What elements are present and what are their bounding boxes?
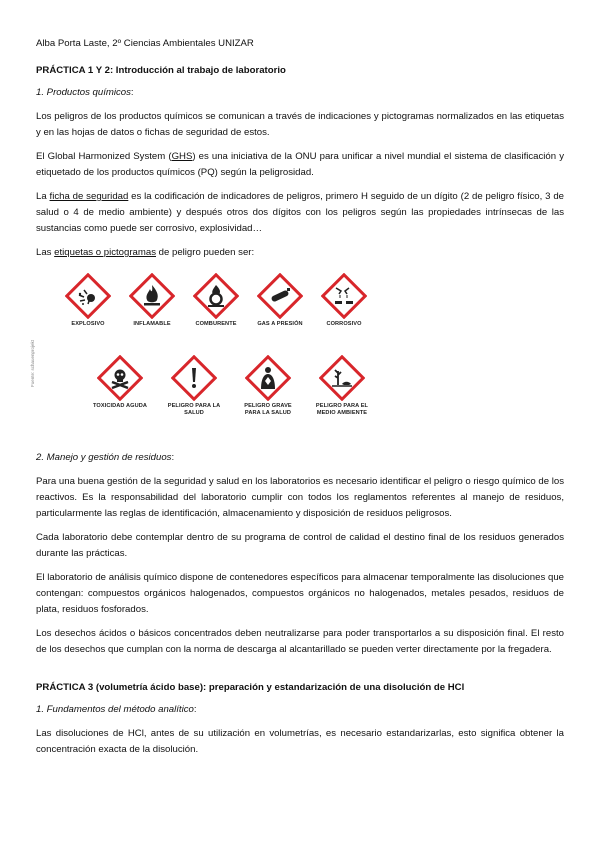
corrosion-icon (321, 273, 367, 319)
section-spacer (36, 666, 564, 682)
etiquetas-underlined: etiquetas o pictogramas (54, 247, 156, 258)
section-productos-quimicos (36, 87, 564, 99)
section-title: 1. Productos químicos (36, 87, 131, 98)
text-span: ) es una iniciativa de la ONU para unificar a nivel mundial el sistema de clasificación y etiquetado de los productos químicos (PQ) según la peligrosidad. (36, 151, 565, 178)
pictogram-label: PELIGRO PARA EL MEDIO AMBIENTE (315, 403, 369, 416)
flame-icon (129, 273, 175, 319)
section-title: 2. Manejo y gestión de residuos (36, 452, 172, 463)
pictogram-toxicidad-aguda (88, 355, 152, 410)
paragraph-ficha-seguridad (36, 189, 564, 237)
paragraph-control-calidad: Cada laboratorio debe contemplar dentro de su programa de control de calidad el destino final de los residuos generados durante las prácticas. (36, 532, 564, 559)
document-header: Alba Porta Laste, 2º Ciencias Ambientales UNIZAR (36, 38, 254, 49)
pictogram-label: EXPLOSIVO (71, 321, 105, 327)
section-colon: : (171, 452, 175, 463)
exclamation-icon (171, 355, 217, 401)
text-span: de peligro pueden ser: (156, 247, 255, 258)
pictogram-label: TOXICIDAD AGUDA (92, 403, 148, 409)
paragraph-etiquetas (36, 245, 564, 261)
pictogram-gas-presion (248, 273, 312, 328)
pictogram-corrosivo (312, 273, 376, 328)
practica-1-heading (36, 65, 564, 77)
document-page (30, 38, 565, 766)
text-span: El Global Harmonized System ( (36, 151, 172, 162)
paragraph-desechos: Los desechos ácidos o básicos concentrados deben neutralizarse para poder transportarlos a su disposición final. El resto de los desechos que cumplan con la norma de descarga al alcantarillado se pueden verter directamente por la fregadera. (36, 628, 564, 655)
paragraph-contenedores: El laboratorio de análisis químico dispone de contenedores específicos para almacenar temporalmente las disoluciones que contengan: compuestos orgánicos halogenados, compuestos orgánicos no halogenados, metales pesados, residuos de plata, residuos fosforados. (36, 572, 564, 615)
pictogram-comburente (184, 273, 248, 328)
section-title: 1. Fundamentos del método analítico (36, 704, 194, 715)
explosion-icon (65, 273, 111, 319)
pictogram-label: PELIGRO GRAVE PARA LA SALUD (244, 403, 292, 416)
pictogram-medio-ambiente (310, 355, 374, 417)
section-colon: : (130, 87, 134, 98)
text-span: es la codificación de indicadores de peligros, primero H seguido de un dígito (2 de peligro físico, 3 de salud o 4 de medio ambiente) y después otros dos dígitos con los peligros según las propiedades intrínsecas de las sustancias como puede ser corrosivo, explosividad… (36, 191, 564, 234)
figure-source: Fuente: schauenprojekt (30, 339, 35, 387)
paragraph-gestion-seguridad: Para una buena gestión de la seguridad y salud en los laboratorios es necesario identificar el peligro o riesgo químico de los reactivos. Es la responsabilidad del laboratorio cumplir con todos los reglamentos referentes al manejo de residuos, particularmente las reglas de identificación, almacenamiento y disposición de residuos peligrosos. (36, 476, 564, 519)
pictogram-inflamable (120, 273, 184, 328)
paragraph-peligros: Los peligros de los productos químicos se comunican a través de indicaciones y pictogramas normalizados en las etiquetas y en las hojas de datos o fichas de seguridad de estos. (36, 111, 564, 138)
ficha-seguridad-underlined: ficha de seguridad (49, 191, 129, 202)
health-hazard-icon (245, 355, 291, 401)
practica-3-number: PRÁCTICA 3 (36, 682, 94, 693)
practica-1-title: : Introducción al trabajo de laboratorio (109, 65, 286, 76)
pictogram-explosivo (56, 273, 120, 328)
pictogram-peligro-grave-salud (236, 355, 300, 417)
pictogram-label: GAS A PRESIÓN (257, 321, 303, 327)
practica-3-title: (volumetría ácido base): preparación y estandarización de una disolución de HCl (93, 682, 465, 693)
ghs-underlined: GHS (171, 151, 193, 162)
practica-3-heading (36, 682, 564, 694)
flame-over-circle-icon (193, 273, 239, 319)
text-span: La (36, 191, 50, 202)
pictogram-peligro-salud (162, 355, 226, 417)
pictogram-label: PELIGRO PARA LA SALUD (167, 403, 221, 416)
section-residuos (36, 452, 564, 464)
ghs-pictograms-figure (30, 269, 426, 444)
environment-hazard-icon (319, 355, 365, 401)
pictogram-label: CORROSIVO (326, 321, 362, 327)
section-fundamentos (36, 704, 564, 716)
practica-1-number: PRÁCTICA 1 Y 2 (36, 65, 110, 76)
skull-crossbones-icon (97, 355, 143, 401)
pictogram-label: INFLAMABLE (133, 321, 171, 327)
paragraph-disoluciones-hcl: Las disoluciones de HCl, antes de su utilización en volumetrías, es necesario estandarizarlas, esto significa obtener la concentración exacta de la disolución. (36, 728, 564, 755)
paragraph-ghs (36, 149, 564, 181)
text-span: Las (36, 247, 55, 258)
gas-cylinder-icon (257, 273, 303, 319)
pictogram-label: COMBURENTE (195, 321, 237, 327)
section-colon: : (193, 704, 197, 715)
